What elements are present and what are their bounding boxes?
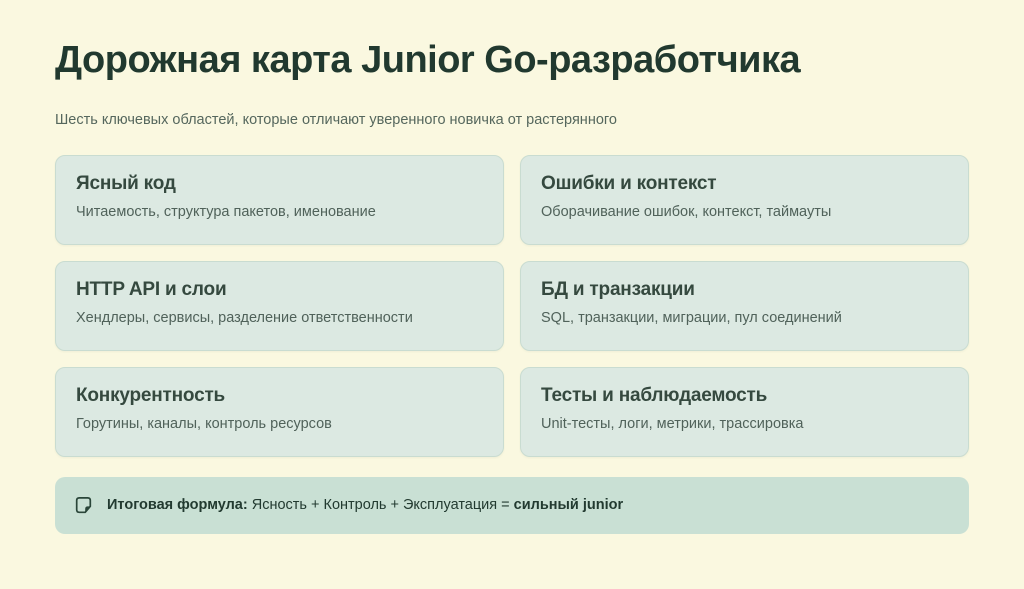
page-title: Дорожная карта Junior Go-разработчика (55, 39, 801, 81)
summary-formula: Ясность + Контроль + Эксплуатация = (251, 497, 510, 514)
card-description: Unit-тесты, логи, метрики, трассировка (541, 415, 804, 432)
summary-label: Итоговая формула: (107, 497, 248, 514)
note-icon (75, 496, 92, 515)
card-description: Оборачивание ошибок, контекст, таймауты (541, 203, 832, 220)
card-description: Горутины, каналы, контроль ресурсов (76, 415, 332, 432)
card-title: Ошибки и контекст (541, 172, 717, 194)
card-clear-code (55, 155, 504, 245)
card-errors-context (520, 155, 969, 245)
summary-result: сильный junior (513, 497, 624, 514)
card-title: Тесты и наблюдаемость (541, 384, 768, 406)
card-title: HTTP API и слои (76, 278, 227, 300)
summary-formula-bar (55, 477, 969, 534)
card-description: SQL, транзакции, миграции, пул соединений (541, 309, 842, 326)
card-description: Читаемость, структура пакетов, именование (76, 203, 376, 220)
card-db-transactions (520, 261, 969, 351)
card-title: Конкурентность (76, 384, 226, 406)
topic-cards-grid (55, 155, 969, 457)
card-concurrency (55, 367, 504, 457)
card-title: Ясный код (76, 172, 176, 194)
summary-text (107, 497, 623, 513)
page-subtitle: Шесть ключевых областей, которые отличают уверенного новичка от растерянного (55, 111, 617, 128)
card-description: Хендлеры, сервисы, разделение ответственности (76, 309, 413, 326)
card-title: БД и транзакции (541, 278, 695, 300)
card-http-api-layers (55, 261, 504, 351)
card-tests-observability (520, 367, 969, 457)
